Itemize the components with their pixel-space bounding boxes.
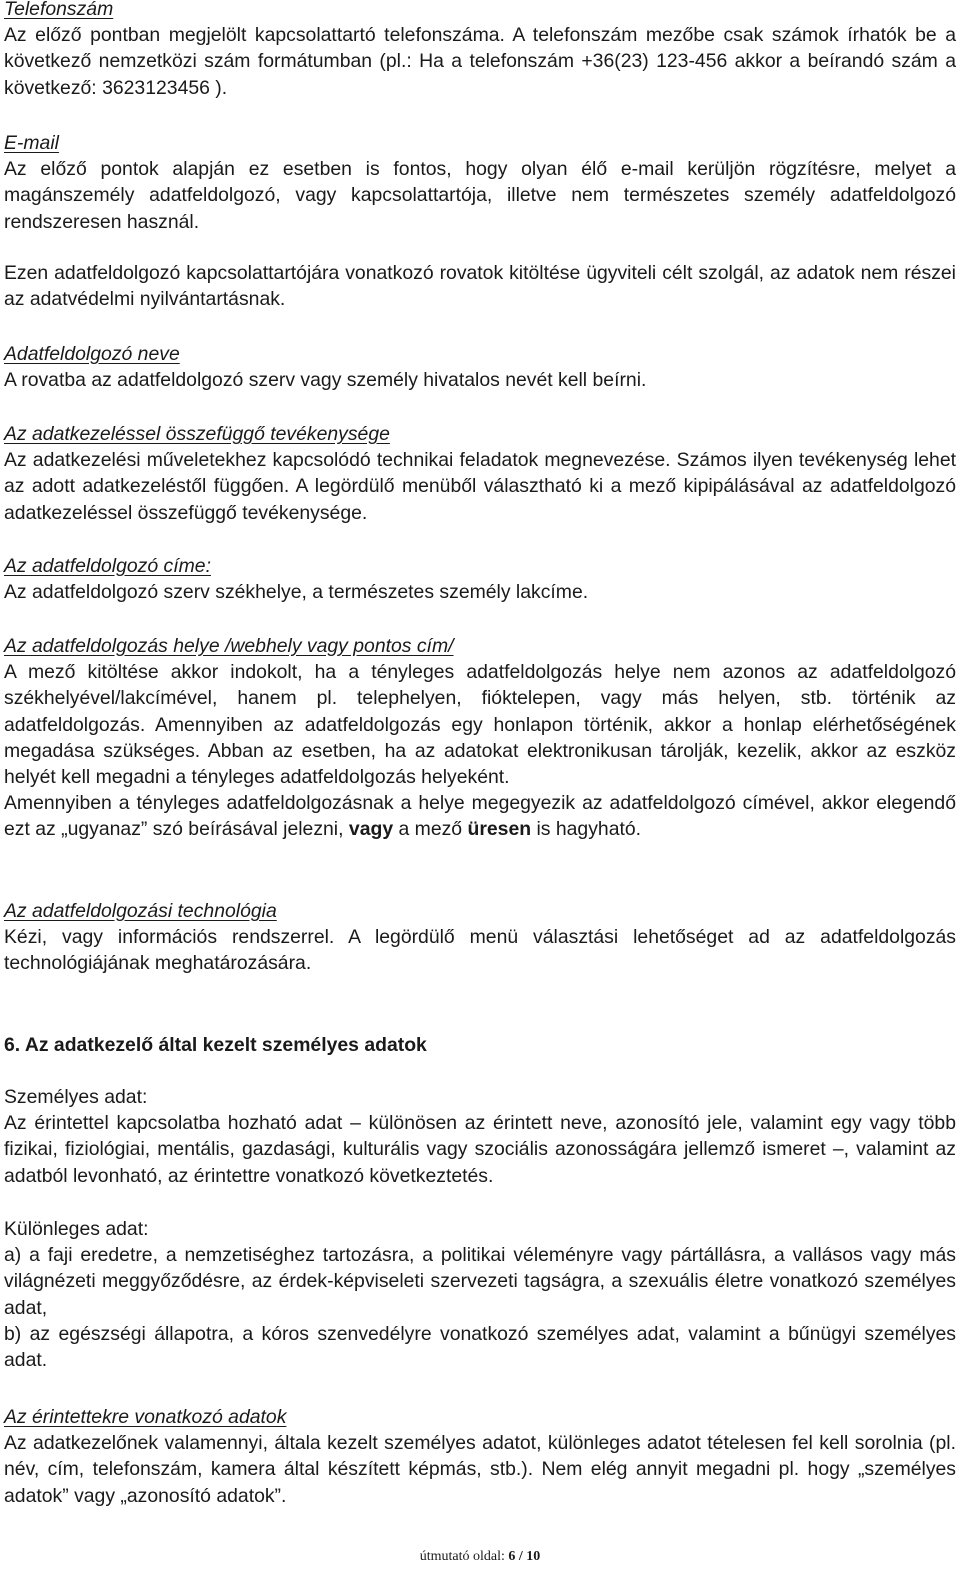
section-szemelyes-adat (4, 1084, 956, 1189)
section-adatfeldolgozo-neve (4, 341, 956, 393)
paragraph-cime: Az adatfeldolgozó szerv székhelye, a természetes személy lakcíme. (4, 581, 589, 604)
section-cime (4, 553, 956, 605)
paragraph-helye-2 (4, 790, 956, 842)
section-technologia (4, 898, 956, 977)
paragraph-kulonleges-b: b) az egészségi állapotra, a kóros szenvedélyre vonatkozó személyes adat, valamint a bűnügyi személyes adat. (4, 1322, 956, 1372)
section-erintettek (4, 1404, 956, 1509)
helye-text-e: is hagyható. (531, 818, 642, 841)
paragraph-email: Az előző pontok alapján ez esetben is fontos, hogy olyan élő e-mail kerüljön rögzítésre, melyet a magánszemély adatfeldolgozó, vagy kapcsolattartója, illetve nem természetes személy adatfeldolgozó rendszeresen használ. (4, 158, 956, 233)
heading-cime: Az adatfeldolgozó címe: (4, 555, 211, 577)
paragraph-helye-1: A mező kitöltése akkor indokolt, ha a tényleges adatfeldolgozás helye nem azonos az adatfeldolgozó székhelyével/lakcímével, hanem pl. telephelyen, fióktelepen, vagy más helyen, stb. történik az adatfeldolgozás. Amennyiben az adatfeldolgozás egy honlapon történik, akkor a honlap elérhetőségének megadása szükséges. Abban az esetben, ha az adatokat elektronikusan tárolják, kezelik, akkor az eszköz helyét kell megadni a tényleges adatfeldolgozás helyeként. (4, 661, 956, 789)
label-szemelyes-adat: Személyes adat: (4, 1086, 148, 1108)
label-kulonleges-adat: Különleges adat: (4, 1218, 149, 1240)
page-footer (0, 1549, 960, 1565)
section-6-title: 6. Az adatkezelő által kezelt személyes adatok (4, 1034, 427, 1056)
section-tevekenyseg (4, 421, 956, 526)
section-6 (4, 1032, 956, 1058)
section-helye (4, 633, 956, 843)
helye-text-vagy: vagy (348, 818, 394, 841)
section-email (4, 130, 956, 235)
section-kulonleges-adat (4, 1216, 956, 1373)
paragraph-ezen: Ezen adatfeldolgozó kapcsolattartójára vonatkozó rovatok kitöltése ügyviteli célt szolgál, az adatok nem részei az adatvédelmi nyilvántartásnak. (4, 262, 956, 311)
paragraph-erintettek: Az adatkezelőnek valamennyi, általa kezelt személyes adatot, különleges adatot tételesen fel kell sorolnia (pl. név, cím, telefonszám, kamera által készített képmás, stb.). Nem elég annyit megadni pl. hogy „személyes adatok” vagy „azonosító adatok”. (4, 1432, 956, 1507)
heading-tevekenyseg: Az adatkezeléssel összefüggő tevékenysége (4, 423, 390, 445)
heading-helye: Az adatfeldolgozás helye /webhely vagy pontos cím/ (4, 635, 454, 657)
paragraph-szemelyes-adat: Az érintettel kapcsolatba hozható adat – különösen az érintett neve, azonosító jele, valamint egy vagy több fizikai, fiziológiai, mentális, gazdasági, kulturális vagy szociális azonosságára jellemző ismeret –, valamint az adatból levonható, az érintettre vonatkozó következtetés. (4, 1112, 956, 1187)
heading-email: E-mail (4, 132, 59, 154)
paragraph-technologia: Kézi, vagy információs rendszerrel. A legördülő menü választási lehetőséget ad az adatfeldolgozás technológiájának meghatározására. (4, 926, 956, 975)
footer-label: útmutató oldal: (419, 1549, 509, 1564)
helye-text-c: a mező (393, 818, 468, 841)
heading-adatfeldolgozo-neve: Adatfeldolgozó neve (4, 343, 180, 365)
paragraph-telefonszam: Az előző pontban megjelölt kapcsolattartó telefonszáma. A telefonszám mezőbe csak számok írhatók be a következő nemzetközi szám formátumban (pl.: Ha a telefonszám +36(23) 123-456 akkor a beírandó szám a következő: 3623123456 ). (4, 24, 956, 99)
helye-text-uresen: üresen (467, 818, 532, 841)
section-telefonszam (4, 0, 956, 101)
heading-telefonszam: Telefonszám (4, 0, 114, 20)
heading-erintettek: Az érintettekre vonatkozó adatok (4, 1406, 287, 1428)
helye-text-a: Amennyiben a tényleges adatfeldolgozásnak a helye megegyezik az adatfeldolgozó címével, akkor elegendő ezt az „ugyanaz” szó beírásával jelezni, (4, 792, 956, 841)
heading-technologia: Az adatfeldolgozási technológia (4, 900, 277, 922)
footer-page-number: 6 / 10 (508, 1549, 541, 1564)
section-ezen (4, 260, 956, 312)
paragraph-tevekenyseg: Az adatkezelési műveletekhez kapcsolódó technikai feladatok megnevezése. Számos ilyen tevékenység lehet az adott adatkezeléstől függően. A legördülő menüből választható ki a mező kipipálásával az adatfeldolgozó adatkezeléssel összefüggő tevékenysége. (4, 449, 956, 524)
paragraph-kulonleges-a: a) a faji eredetre, a nemzetiséghez tartozásra, a politikai véleményre vagy pártállásra, a vallásos vagy más világnézeti meggyőződésre, az érdek-képviseleti szervezeti tagságra, a szexuális életre vonatkozó személyes adat, (4, 1244, 956, 1319)
paragraph-adatfeldolgozo-neve: A rovatba az adatfeldolgozó szerv vagy személy hivatalos nevét kell beírni. (4, 369, 647, 392)
